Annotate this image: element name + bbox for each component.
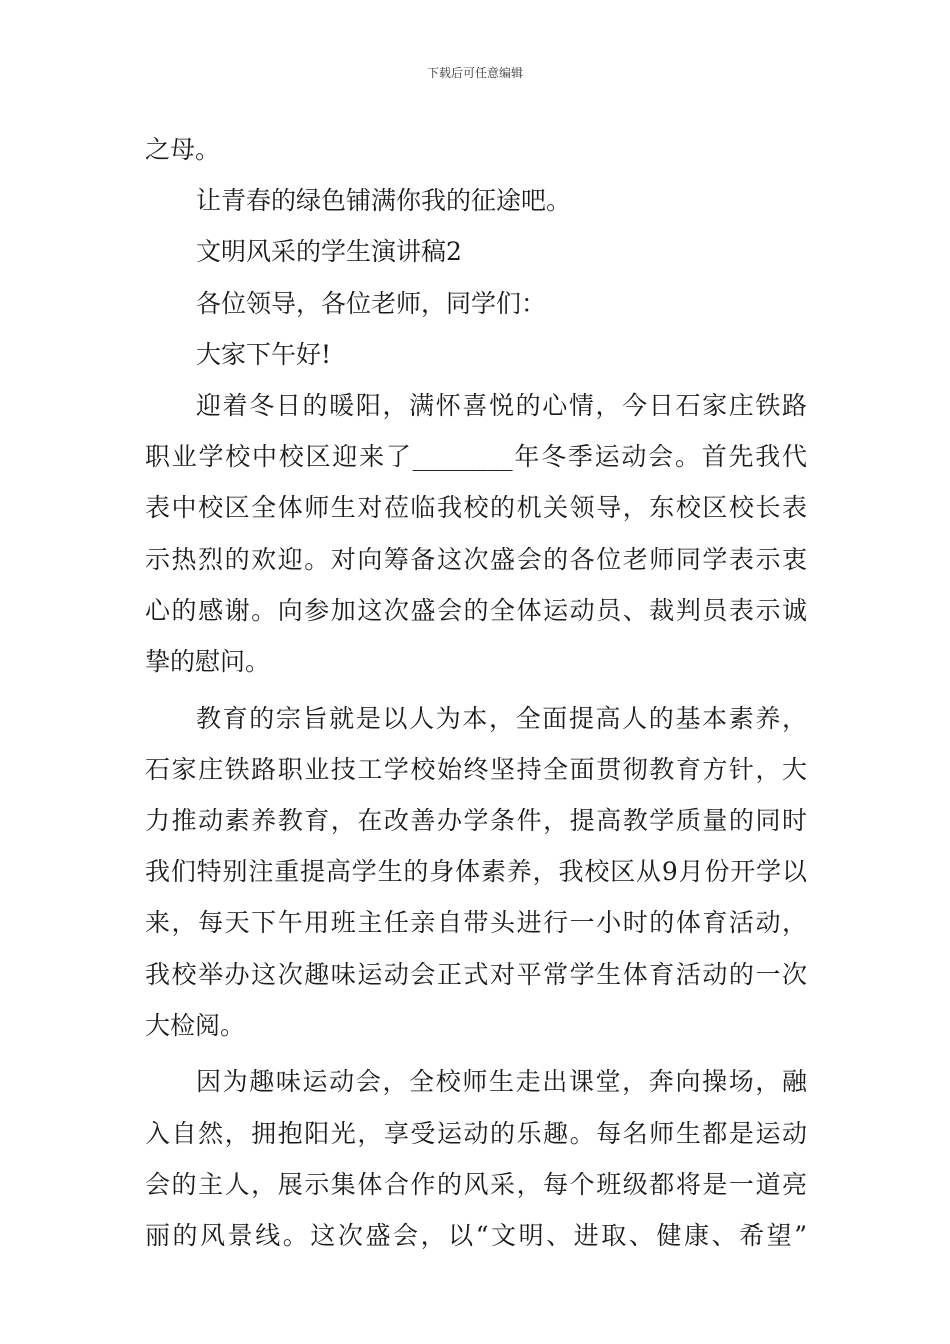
text-line: 石家庄铁路职业技工学校始终坚持全面贯彻教育方针，大 <box>145 754 807 784</box>
text-line: 职业学校中校区迎来了________年冬季运动会。首先我代 <box>145 442 807 472</box>
text-line: 挚的慰问。 <box>145 646 271 676</box>
document-body <box>145 124 807 1261</box>
text-line: 大检阅。 <box>145 1010 246 1040</box>
text-line: 心的感谢。向参加这次盛会的全体运动员、裁判员表示诚 <box>145 595 807 625</box>
text-line: 之母。 <box>145 135 221 164</box>
text-line: 大家下午好! <box>196 339 332 369</box>
text-line: 因为趣味运动会，全校师生走出课堂，奔向操场，融 <box>196 1067 807 1097</box>
text-line: 示热烈的欢迎。对向筹备这次盛会的各位老师同学表示衷 <box>145 544 807 574</box>
text-line: 让青春的绿色铺满你我的征途吧。 <box>196 186 572 216</box>
text-line: 来，每天下午用班主任亲自带头进行一小时的体育活动， <box>145 908 807 938</box>
text-line: 教育的宗旨就是以人为本，全面提高人的基本素养， <box>196 703 807 733</box>
text-line: 丽的风景线。这次盛会，以“文明、进取、健康、希望” <box>145 1220 807 1250</box>
text-line: 我校举办这次趣味运动会正式对平常学生体育活动的一次 <box>145 959 807 989</box>
text-line: 会的主人，展示集体合作的风采，每个班级都将是一道亮 <box>145 1169 807 1199</box>
page-header: 下载后可任意编辑 <box>426 66 523 80</box>
text-line: 入自然，拥抱阳光，享受运动的乐趣。每名师生都是运动 <box>145 1118 807 1148</box>
text-line: 力推动素养教育，在改善办学条件，提高教学质量的同时 <box>145 805 807 835</box>
text-line: 表中校区全体师生对莅临我校的机关领导，东校区校长表 <box>145 493 807 523</box>
text-line: 各位领导，各位老师，同学们： <box>196 288 547 318</box>
text-line: 文明风采的学生演讲稿2 <box>196 237 462 267</box>
text-line: 迎着冬日的暖阳，满怀喜悦的心情，今日石家庄铁路 <box>196 390 807 420</box>
text-line: 我们特别注重提高学生的身体素养，我校区从9月份开学以 <box>145 857 807 887</box>
